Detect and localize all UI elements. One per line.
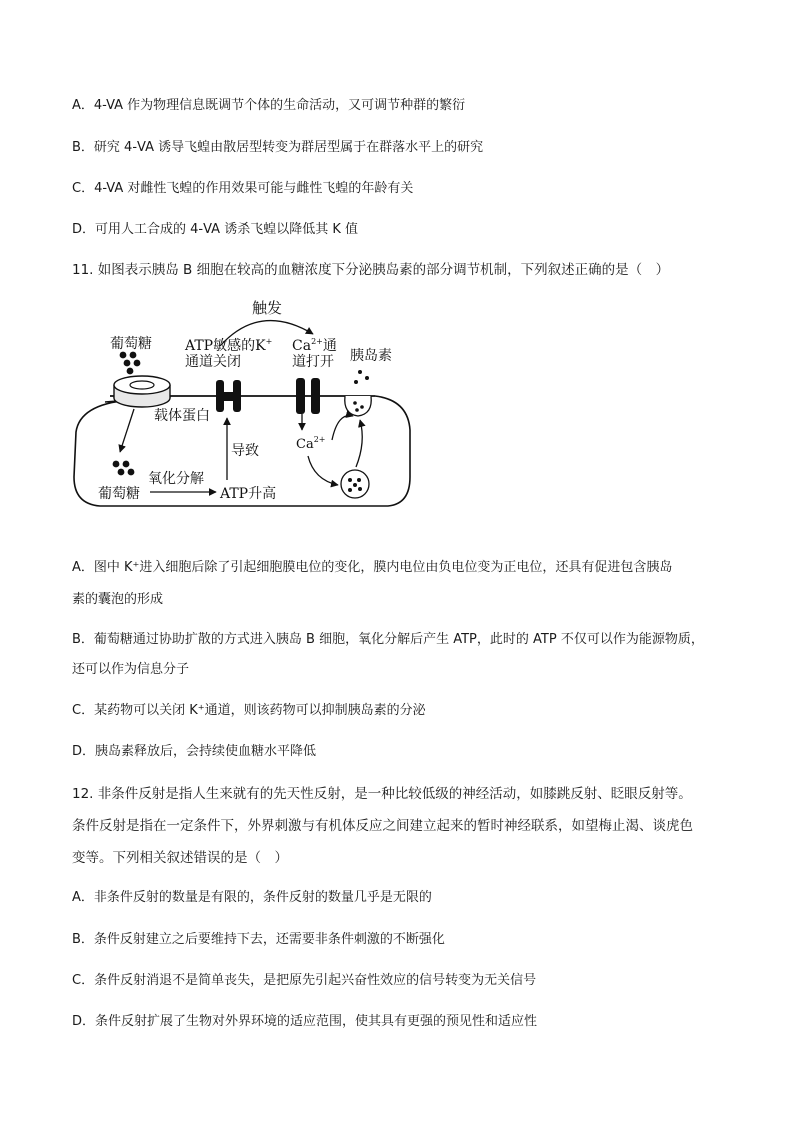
q10-option-c: C．4-VA 对雌性飞蝗的作用效果可能与雌性飞蝗的年龄有关 — [72, 181, 414, 196]
q12-option-a: A．非条件反射的数量是有限的，条件反射的数量几乎是无限的 — [72, 890, 432, 905]
vesicle-up-arrow — [356, 420, 362, 467]
ca-channel-label-line1: $Ca^{2+}$通 — [292, 337, 337, 354]
glucose-inside-label: 葡萄糖 — [98, 486, 140, 502]
trigger-label: 触发 — [252, 299, 283, 317]
q12-option-d: D．条件反射扩展了生物对外界环境的适应范围，使其具有更强的预见性和适应性 — [72, 1014, 538, 1029]
q12-stem-line1: 12. 非条件反射是指人生来就有的先天性反射，是一种比较低级的神经活动，如膝跳反射、眨眼反射等。 — [72, 786, 692, 802]
q11-option-b-line1: B．葡萄糖通过协助扩散的方式进入胰岛 B 细胞，氧化分解后产生 ATP，此时的 ATP 不仅可以作为能源物质， — [72, 632, 704, 647]
q12-stem-line2: 条件反射是指在一定条件下，外界刺激与有机体反应之间建立起来的暂时神经联系，如望梅止渴、谈虎色 — [72, 818, 693, 834]
k-channel-label-line2: 通道关闭 — [185, 354, 241, 370]
insulin-vesicle-fusing — [345, 396, 371, 416]
q11-stem: 11. 如图表示胰岛 B 细胞在较高的血糖浓度下分泌胰岛素的部分调节机制，下列叙述正确的是（ ） — [72, 262, 670, 278]
q11-option-b-line2: 还可以作为信息分子 — [72, 662, 190, 677]
ca-inside-label: $Ca^{2+}$ — [296, 435, 326, 452]
q11-option-d: D．胰岛素释放后，会持续使血糖水平降低 — [72, 744, 317, 759]
q12-stem-line3: 变等。下列相关叙述错误的是（ ） — [72, 850, 288, 866]
ca-to-vesicle-fusion-arrow — [332, 416, 353, 441]
glucose-top-label: 葡萄糖 — [110, 336, 152, 352]
glucose-entry-arrow — [120, 409, 134, 452]
ca-channel-label-line2: 道打开 — [292, 354, 334, 370]
insulin-vesicle — [341, 470, 369, 498]
q11-option-a-line1: A．图中 K⁺进入细胞后除了引起细胞膜电位的变化，膜内电位由负电位变为正电位，还具有促进包含胰岛 — [72, 560, 673, 575]
glucose-molecules-top — [120, 352, 141, 375]
carrier-protein — [114, 376, 170, 407]
q10-option-d: D．可用人工合成的 4-VA 诱杀飞蝗以降低其 K 值 — [72, 222, 358, 237]
q12-option-c: C．条件反射消退不是简单丧失，是把原先引起兴奋性效应的信号转变为无关信号 — [72, 973, 537, 988]
cause-label: 导致 — [231, 443, 259, 459]
atp-rise-label: ATP升高 — [220, 486, 277, 502]
q11-option-c: C．某药物可以关闭 K⁺通道，则该药物可以抑制胰岛素的分泌 — [72, 703, 426, 718]
ca-to-vesicle-arrow — [308, 456, 338, 485]
oxidation-label: 氧化分解 — [148, 471, 204, 487]
insulin-secretion-diagram — [70, 292, 420, 522]
q10-option-a: A．4-VA 作为物理信息既调节个体的生命活动，又可调节种群的繁衍 — [72, 98, 466, 113]
k-channel-label-line1: ATP敏感的K+ — [185, 337, 273, 354]
insulin-particles — [354, 370, 369, 384]
q10-option-b: B．研究 4-VA 诱导飞蝗由散居型转变为群居型属于在群落水平上的研究 — [72, 140, 484, 155]
carrier-protein-label: 载体蛋白 — [154, 408, 210, 424]
glucose-molecules-inside — [113, 461, 135, 476]
insulin-label: 胰岛素 — [350, 348, 392, 364]
q11-option-a-line2: 素的囊泡的形成 — [72, 592, 164, 607]
q12-option-b: B．条件反射建立之后要维持下去，还需要非条件刺激的不断强化 — [72, 932, 445, 947]
k-channel-closed — [216, 380, 241, 412]
